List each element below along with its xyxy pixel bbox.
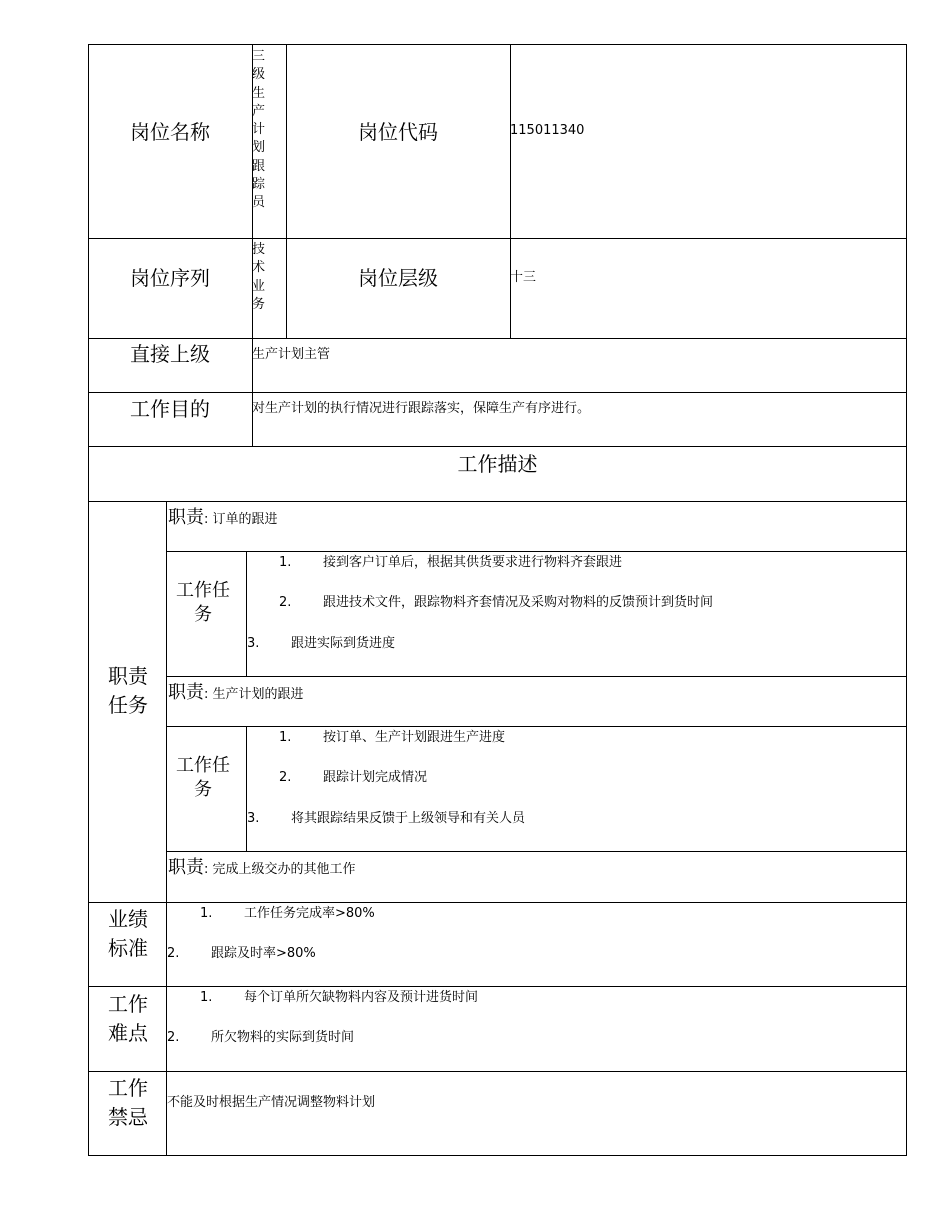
duty-title: 生产计划的跟进 [212, 687, 304, 702]
position-level-value: 十三 [510, 270, 537, 285]
duty-title: 完成上级交办的其他工作 [212, 862, 356, 877]
duty-3-heading: 职责: 完成上级交办的其他工作 [168, 857, 356, 878]
position-level-label: 岗位层级 [358, 266, 438, 290]
position-name-value: 三级生产计划跟踪员 [252, 49, 266, 211]
duty-1-task-2: 2. 跟进技术文件，跟踪物料齐套情况及采购对物料的反馈预计到货时间 [279, 595, 714, 610]
taboo-value: 不能及时根据生产情况调整物料计划 [167, 1095, 376, 1110]
duty-title: 订单的跟进 [212, 512, 278, 527]
position-series-value: 技术业务 [252, 242, 266, 312]
purpose-value: 对生产计划的执行情况进行跟踪落实，保障生产有序进行。 [252, 401, 591, 416]
duty-2-heading: 职责: 生产计划的跟进 [168, 682, 304, 703]
description-title: 工作描述 [457, 452, 538, 476]
task-label: 工作任务 [176, 755, 230, 800]
performance-item-1: 1. 工作任务完成率>80% [200, 906, 375, 921]
superior-value: 生产计划主管 [252, 347, 331, 362]
task-label: 工作任务 [176, 580, 230, 625]
taboo-label: 工作禁忌 [108, 1076, 148, 1129]
duty-2-task-1: 1. 按订单、生产计划跟进生产进度 [279, 730, 506, 745]
duty-1-task-1: 1. 接到客户订单后，根据其供货要求进行物料齐套跟进 [279, 555, 623, 570]
position-code-label: 岗位代码 [358, 120, 438, 144]
difficulty-item-2: 2. 所欠物料的实际到货时间 [167, 1030, 355, 1045]
duty-prefix: 职责 [168, 682, 204, 703]
position-name-label: 岗位名称 [130, 120, 210, 144]
difficulty-item-1: 1. 每个订单所欠缺物料内容及预计进货时间 [200, 990, 479, 1005]
position-series-label: 岗位序列 [130, 266, 210, 290]
duty-1-task-3: 3. 跟进实际到货进度 [247, 636, 396, 651]
duty-prefix: 职责 [168, 857, 204, 878]
performance-item-2: 2. 跟踪及时率>80% [167, 946, 316, 961]
performance-label: 业绩标准 [108, 907, 148, 960]
superior-label: 直接上级 [130, 342, 210, 366]
duties-label: 职责任务 [108, 664, 148, 717]
duty-2-task-2: 2. 跟踪计划完成情况 [279, 770, 428, 785]
duty-1-heading: 职责: 订单的跟进 [168, 507, 278, 528]
purpose-label: 工作目的 [130, 397, 210, 421]
duty-2-task-3: 3. 将其跟踪结果反馈于上级领导和有关人员 [247, 811, 526, 826]
difficulty-label: 工作难点 [108, 992, 148, 1045]
position-code-value: 115011340 [510, 123, 585, 138]
duty-prefix: 职责 [168, 507, 204, 528]
